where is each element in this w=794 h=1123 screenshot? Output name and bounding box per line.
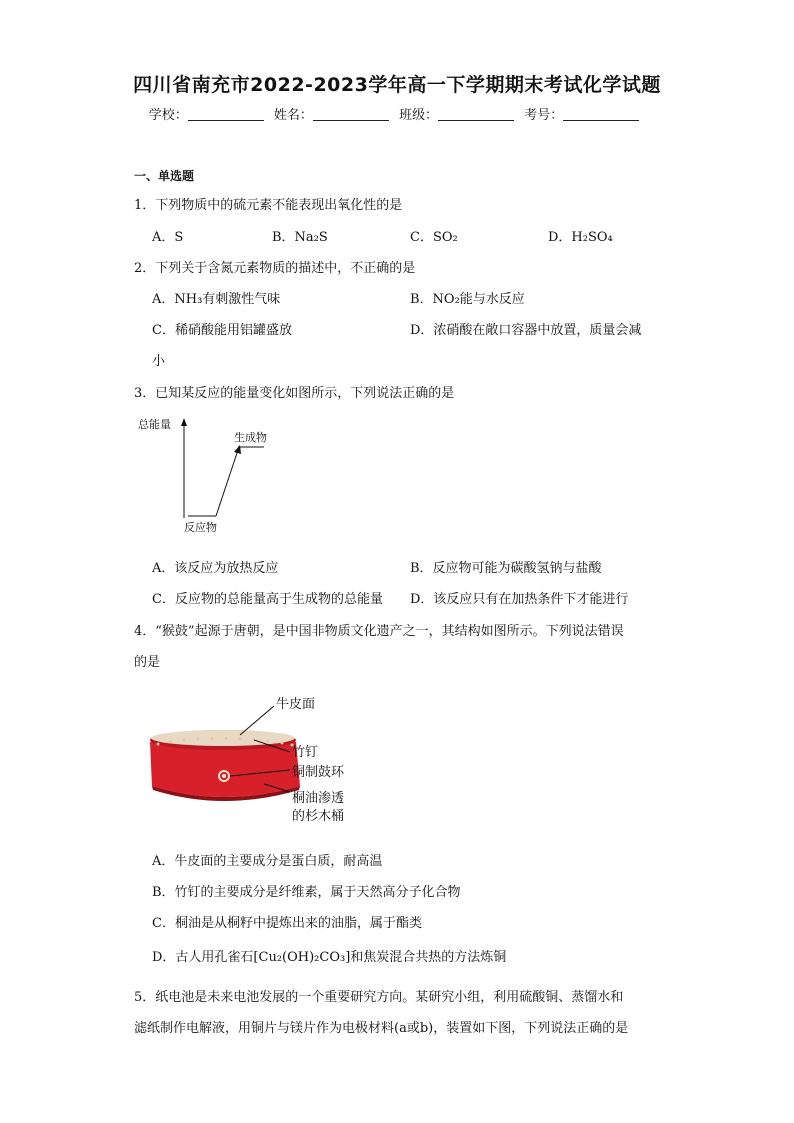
id-blank[interactable] bbox=[563, 108, 639, 121]
class-label: 班级： bbox=[399, 108, 439, 123]
transition-arrow bbox=[234, 445, 241, 454]
q4-option-d[interactable]: D．古人用孔雀石[Cu₂(OH)₂CO₃]和焦炭混合共热的方法炼铜 bbox=[152, 950, 507, 965]
question-4-stem-continued: 的是 bbox=[134, 655, 161, 670]
section-heading: 一、单选题 bbox=[134, 169, 195, 183]
label-skin: 牛皮面 bbox=[276, 697, 316, 712]
q3-option-d[interactable]: D．该反应只有在加热条件下才能进行 bbox=[410, 592, 629, 607]
question-5-line-2: 滤纸制作电解液，用铜片与镁片作为电极材料(a或b)，装置如下图，下列说法正确的是 bbox=[134, 1021, 629, 1036]
q2-option-c[interactable]: C．稀硝酸能用铝罐盛放 bbox=[152, 323, 292, 338]
leader-skin bbox=[240, 706, 274, 735]
q1-option-c[interactable]: C．SO₂ bbox=[410, 230, 458, 245]
question-3-stem: 3．已知某反应的能量变化如图所示，下列说法正确的是 bbox=[134, 386, 455, 401]
class-blank[interactable] bbox=[438, 108, 514, 121]
question-5-line-1: 5．纸电池是未来电池发展的一个重要研究方向。某研究小组，利用硫酸铜、蒸馏水和 bbox=[134, 990, 624, 1005]
drum-skin bbox=[151, 730, 295, 746]
school-blank[interactable] bbox=[188, 108, 264, 121]
school-label: 学校： bbox=[148, 108, 188, 123]
label-nail: 竹钉 bbox=[292, 745, 319, 760]
page-title: 四川省南充市2022-2023学年高一下学期期末考试化学试题 bbox=[133, 74, 661, 96]
id-label: 考号： bbox=[524, 108, 564, 123]
q2-option-a[interactable]: A．NH₃有刺激性气味 bbox=[152, 292, 281, 307]
q1-option-b[interactable]: B．Na₂S bbox=[272, 230, 328, 245]
q2-option-d-continued: 小 bbox=[152, 354, 166, 369]
label-body-2: 的杉木桶 bbox=[292, 809, 345, 824]
question-2-stem: 2．下列关于含氮元素物质的描述中，不正确的是 bbox=[134, 261, 416, 276]
energy-axis-label: 总能量 bbox=[138, 418, 171, 431]
question-1-stem: 1．下列物质中的硫元素不能表现出氧化性的是 bbox=[134, 198, 403, 213]
drum-figure bbox=[144, 690, 364, 830]
q3-option-b[interactable]: B．反应物可能为碳酸氢钠与盐酸 bbox=[410, 561, 602, 576]
transition-line bbox=[216, 450, 238, 516]
q4-option-b[interactable]: B．竹钉的主要成分是纤维素，属于天然高分子化合物 bbox=[152, 885, 461, 900]
q1-option-d[interactable]: D．H₂SO₄ bbox=[548, 230, 613, 245]
student-info-row bbox=[0, 104, 794, 123]
energy-diagram bbox=[134, 414, 294, 538]
product-label: 生成物 bbox=[234, 431, 267, 444]
name-blank[interactable] bbox=[313, 108, 389, 121]
label-body-1: 桐油渗透 bbox=[292, 791, 345, 806]
q2-option-b[interactable]: B．NO₂能与水反应 bbox=[410, 292, 525, 307]
q2-option-d[interactable]: D．浓硝酸在敞口容器中放置，质量会减 bbox=[410, 323, 642, 338]
question-4-stem: 4．“猴鼓”起源于唐朝，是中国非物质文化遗产之一，其结构如图所示。下列说法错误 bbox=[134, 624, 624, 639]
q1-option-a[interactable]: A．S bbox=[152, 230, 184, 245]
q3-option-a[interactable]: A．该反应为放热反应 bbox=[152, 561, 279, 576]
energy-axis-arrow bbox=[181, 418, 187, 426]
q3-option-c[interactable]: C．反应物的总能量高于生成物的总能量 bbox=[152, 592, 383, 607]
name-label: 姓名： bbox=[273, 108, 313, 123]
q4-option-c[interactable]: C．桐油是从桐籽中提炼出来的油脂，属于酯类 bbox=[152, 916, 422, 931]
reactant-label: 反应物 bbox=[184, 521, 217, 534]
label-ring: 铜制鼓环 bbox=[292, 765, 345, 780]
q4-option-a[interactable]: A．牛皮面的主要成分是蛋白质，耐高温 bbox=[152, 854, 383, 869]
